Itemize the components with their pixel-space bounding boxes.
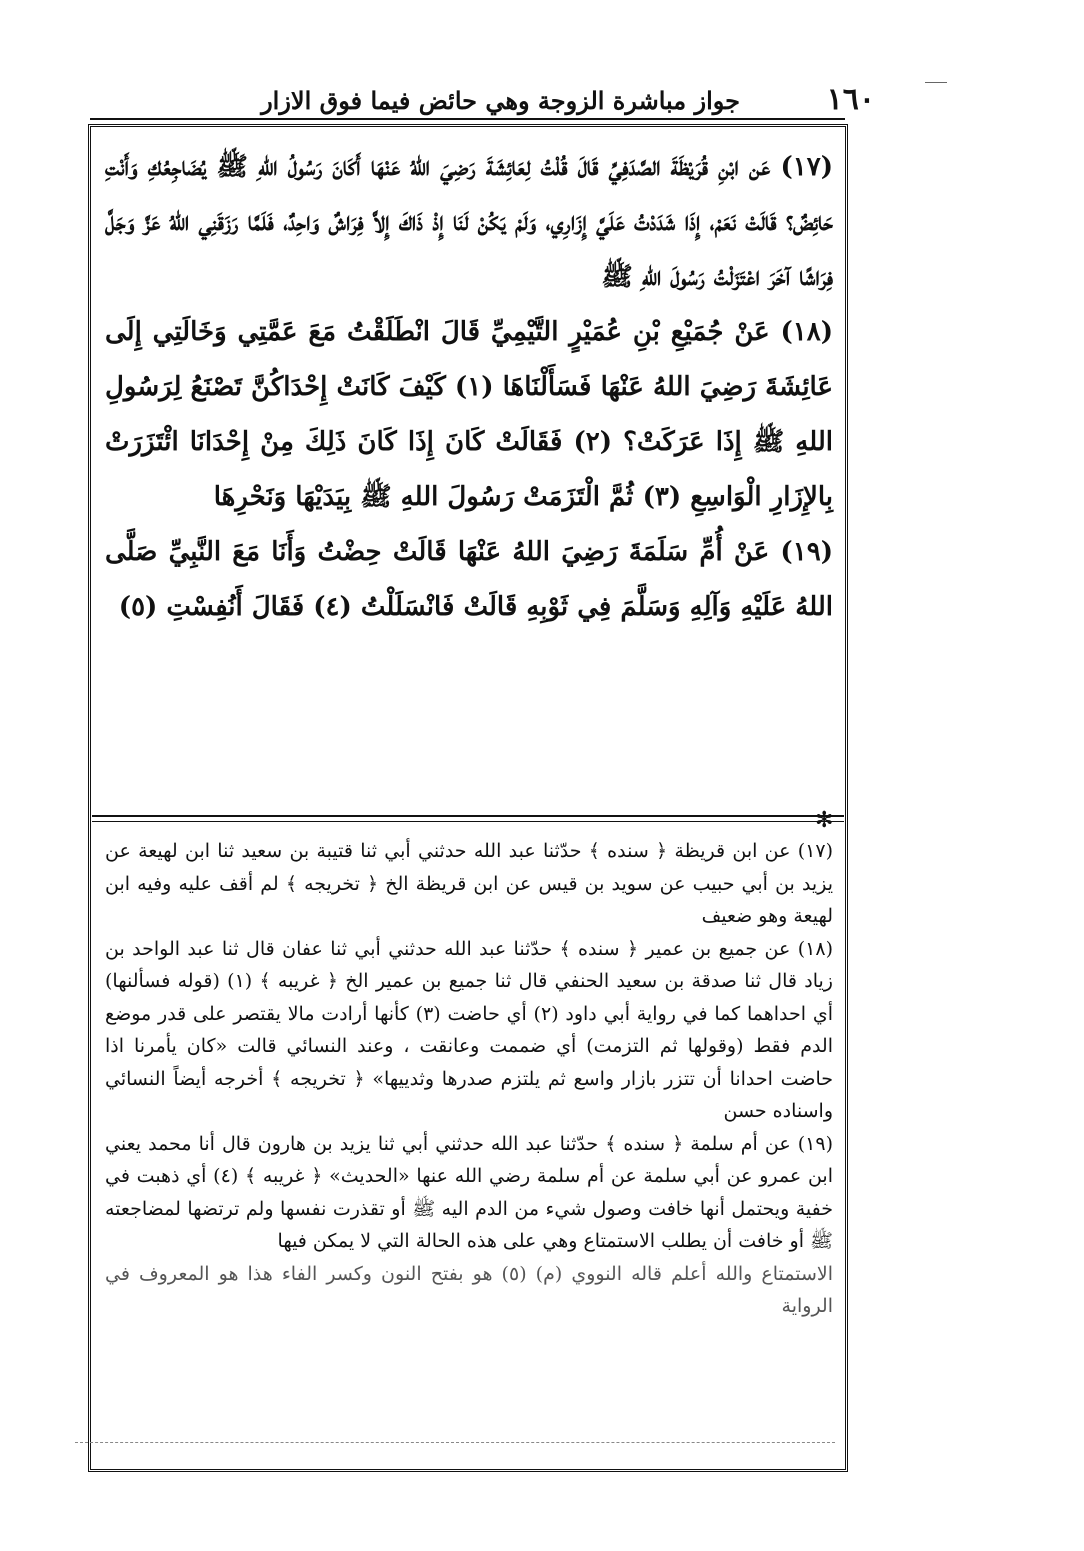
commentary-notes: [105, 835, 833, 1460]
note-19: (١٩) عن أم سلمة ﴿ سنده ﴾ حدّثنا عبد الله حدثني أبي ثنا يزيد بن هارون قال أنا محمد يعني ابن عمرو عن أبي سلمة عن أم سلمة رضي الله عنها «الحديث» ﴿ غريبه ﴾ (٤) أي ذهبت في خفية ويحتمل أنها خافت وصول شيء من الدم اليه ﷺ أو تقذرت نفسها ولم ترتضها لمضاجعته ﷺ أو خافت أن يطلب الاستمتاع وهي على هذه الحالة التي لا يمكن فيها: [105, 1132, 833, 1252]
running-title: جواز مباشرة الزوجة وهي حائض فيما فوق الازار: [261, 86, 740, 115]
page-number: ١٦٠: [826, 82, 875, 117]
note-17: (١٧) عن ابن قريظة ﴿ سنده ﴾ حدّثنا عبد الله حدثني أبي ثنا قتيبة بن سعيد ثنا ابن لهيعة عن يزيد بن أبي حبيب عن سويد بن قيس عن ابن قريظة الخ ﴿ تخريجه ﴾ لم أقف عليه وفيه ابن لهيعة وهو ضعيف: [105, 840, 833, 927]
hadith-19: (١٩) عَنْ أُمِّ سَلَمَةَ رَضِيَ اللهُ عَنْهَا قَالَتْ حِضْتُ وَأَنَا مَعَ النَّبِيِّ صَلَّى اللهُ عَلَيْهِ وَآلِهِ وَسَلَّمَ فِي ثَوْبِهِ قَالَتْ فَانْسَلَلْتُ (٤) فَقَالَ أَنُفِسْتِ (٥): [105, 537, 833, 622]
margin-mark: [925, 82, 947, 83]
page-header: [90, 72, 875, 122]
hadith-17: (١٧) عَن ابْنِ قُرَيْظَةَ الصَّدَفِيِّ قَالَ قُلْتُ لِعَائِشَةَ رَضِيَ اللهُ عَنْهَا أَكَانَ رَسُولُ اللهِ ﷺ يُضَاجِعُكِ وَأَنْتِ حَائِضٌ؟ قَالَتْ نَعَمْ، إِذَا شَدَدْتُ عَلَيَّ إِزَارِي، وَلَمْ يَكُنْ لَنَا إِذْ ذَاكَ إِلاَّ فِرَاشٌ وَاحِدٌ، فَلَمَّا رَزَقَنِي اللهُ عَزَّ وَجَلَّ فِرَاشًا آخَرَ اعْتَزَلْتُ رَسُولَ اللهِ ﷺ: [105, 152, 833, 292]
bottom-dashed-rule: [75, 1442, 835, 1444]
note-last-line: الاستمتاع والله أعلم قاله النووي (م) (٥) هو بفتح النون وكسر الفاء هذا هو المعروف في الرواية: [105, 1262, 833, 1317]
hadith-text: [105, 140, 833, 805]
star-ornament-icon: ✻: [815, 808, 834, 833]
header-rule: [90, 118, 845, 120]
note-18: (١٨) عن جميع بن عمير ﴿ سنده ﴾ حدّثنا عبد الله حدثني أبي ثنا عفان قال ثنا عبد الواحد بن زياد قال ثنا صدقة بن سعيد الحنفي قال ثنا جميع بن عمير الخ ﴿ غريبه ﴾ (١) (قوله فسألنها) أي احداهما كما في رواية أبي داود (٢) أي حاضت (٣) كأنها أرادت مالا يقتصر على قدر موضع الدم فقط (وقولها ثم التزمت) أي ضممت وعانقت ، وعند النسائي قالت «كان يأمرنا اذا حاضت احدانا أن تتزر بازار واسع ثم يلتزم صدرها وثدييها» ﴿ تخريجه ﴾ أخرجه أيضاً النسائي واسناده حسن: [105, 937, 834, 1122]
hadith-18: (١٨) عَنْ جُمَيْعِ بْنِ عُمَيْرٍ التَّيْمِيِّ قَالَ انْطَلَقْتُ مَعَ عَمَّتِي وَخَالَتِي إِلَى عَائِشَةَ رَضِيَ اللهُ عَنْهَا فَسَأَلْنَاهَا (١) كَيْفَ كَانَتْ إِحْدَاكُنَّ تَصْنَعُ لِرَسُولِ اللهِ ﷺ إِذَا عَرَكَتْ؟ (٢) فَقَالَتْ كَانَ إِذَا كَانَ ذَلِكَ مِنْ إِحْدَانَا ائْتَزَرَتْ بِالإِزَارِ الْوَاسِعِ (٣) ثُمَّ الْتَزَمَتْ رَسُولَ اللهِ ﷺ بِيَدَيْهَا وَنَحْرِهَا: [105, 317, 834, 512]
section-divider: [92, 815, 844, 822]
